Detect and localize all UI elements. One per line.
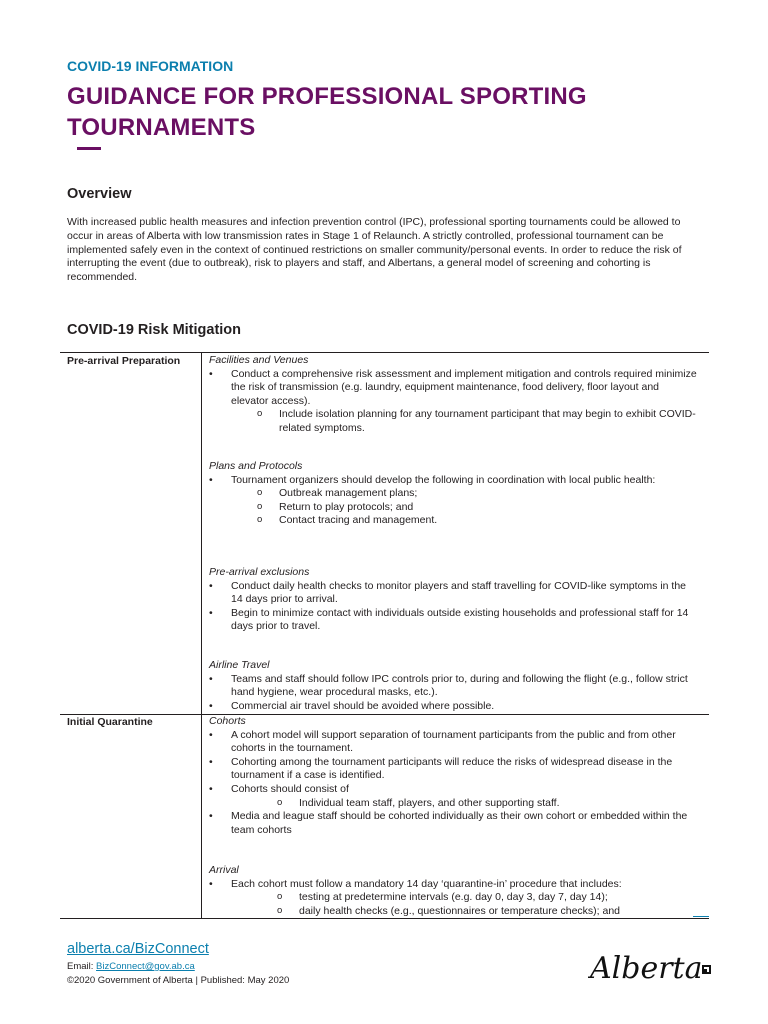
- list-item: • A cohort model will support separation of tournament participants from the public and from other cohorts in the tournament.: [209, 729, 699, 756]
- section-plans: [209, 460, 699, 528]
- section-title: Pre-arrival exclusions: [209, 566, 310, 578]
- alberta-logo: [588, 948, 718, 988]
- sub-list-item: o Contact tracing and management.: [257, 514, 699, 528]
- list-item: • Tournament organizers should develop the following in coordination with local public health: o Outbreak management plans; o Return to play protocols; and o Contact tracing and management.: [209, 474, 699, 528]
- section-title: Plans and Protocols: [209, 460, 303, 472]
- footer-copyright: ©2020 Government of Alberta | Published: May 2020: [67, 975, 290, 986]
- section-cohorts: [209, 715, 699, 837]
- list-item: • Teams and staff should follow IPC controls prior to, during and following the flight (e.g., follow strict hand hygiene, wear procedural masks, etc.).: [209, 673, 699, 700]
- section-title: Cohorts: [209, 715, 246, 727]
- title-accent-bar: [77, 147, 101, 150]
- document-kicker: COVID-19 INFORMATION: [67, 58, 234, 74]
- section-title: Facilities and Venues: [209, 354, 309, 366]
- sub-list-item: o Outbreak management plans;: [257, 487, 699, 501]
- list-item: • Each cohort must follow a mandatory 14 day ‘quarantine-in’ procedure that includes: o testing at predetermine intervals (e.g. day 0, day 3, day 7, day 14); o daily health checks (e.g., questionnaires or temperature checks); and: [209, 878, 699, 919]
- table-edge-mark: [693, 916, 709, 917]
- list-item: • Begin to minimize contact with individuals outside existing households and professional staff for 14 days prior to travel.: [209, 607, 699, 634]
- list-item: • Media and league staff should be cohorted individually as their own cohort or embedded within the team cohorts: [209, 810, 699, 837]
- section-pre-arrival-exclusions: [209, 566, 699, 634]
- section-title: Arrival: [209, 864, 239, 876]
- logo-text: Alberta: [590, 951, 703, 986]
- list-item: • Conduct a comprehensive risk assessment and implement mitigation and controls required minimize the risk of transmission (e.g. laundry, equipment maintenance, food delivery, floor layout and elevator access). o Include isolation planning for any tournament participant that may begin to exhibit COVID-related symptoms.: [209, 368, 699, 436]
- section-facilities: [209, 354, 699, 436]
- table-column-divider: [201, 352, 202, 918]
- row-label-initial-quarantine: Initial Quarantine: [67, 716, 153, 728]
- overview-paragraph: With increased public health measures and infection prevention control (IPC), professional sporting tournaments could be allowed to occur in areas of Alberta with low transmission rates in Stage 1 of Relaunch. A strictly controlled, professional tournament can be implemented safely even in the context of continued restrictions on smaller community/personal events. In order to reduce the risk of interrupting the event (due to outbreak), risk to players and staff, and Albertans, a general model of screening and cohorting is recommended.: [67, 216, 682, 284]
- row-label-pre-arrival: Pre-arrival Preparation: [67, 355, 181, 367]
- list-item: • Conduct daily health checks to monitor players and staff travelling for COVID-like symptoms in the 14 days prior to arrival.: [209, 580, 699, 607]
- sub-list-item: o Individual team staff, players, and other supporting staff.: [277, 797, 699, 811]
- section-title: Airline Travel: [209, 659, 270, 671]
- page-title: GUIDANCE FOR PROFESSIONAL SPORTING TOURNAMENTS: [67, 83, 587, 141]
- email-link[interactable]: BizConnect@gov.ab.ca: [96, 961, 195, 972]
- sub-list-item: o Include isolation planning for any tournament participant that may begin to exhibit COVID-related symptoms.: [257, 408, 699, 435]
- risk-mitigation-heading: COVID-19 Risk Mitigation: [67, 322, 242, 338]
- sub-list-item: o Return to play protocols; and: [257, 501, 699, 515]
- logo-square: [702, 965, 711, 974]
- footer-email-line: Email: BizConnect@gov.ab.ca: [67, 961, 195, 972]
- overview-heading: Overview: [67, 186, 132, 202]
- list-item: • Cohorts should consist of o Individual team staff, players, and other supporting staff.: [209, 783, 699, 810]
- alberta-wordmark-icon: [588, 948, 718, 988]
- list-item: • Commercial air travel should be avoided where possible.: [209, 700, 699, 714]
- sub-list-item: o testing at predetermine intervals (e.g. day 0, day 3, day 7, day 14);: [277, 891, 699, 905]
- list-item: • Cohorting among the tournament participants will reduce the risks of widespread disease in the tournament if a case is identified.: [209, 756, 699, 783]
- bizconnect-link[interactable]: alberta.ca/BizConnect: [67, 941, 209, 957]
- sub-list-item: o daily health checks (e.g., questionnaires or temperature checks); and: [277, 905, 699, 919]
- section-arrival: [209, 864, 699, 918]
- section-airline-travel: [209, 659, 699, 713]
